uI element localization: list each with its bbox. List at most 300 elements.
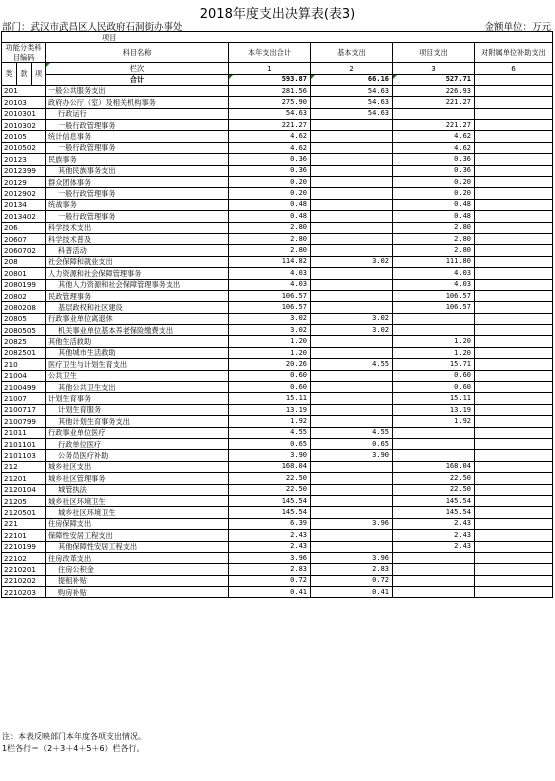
row-subsidy [475,473,553,484]
row-code: 2120501 [2,507,46,518]
row-subject-name: 住房改革支出 [46,552,229,563]
row-basic [311,530,393,541]
row-basic: 0.41 [311,587,393,598]
row-code: 221 [2,518,46,529]
table-row [2,336,553,347]
row-subject-name: 政府办公厅（室）及相关机构事务 [46,97,229,108]
row-total: 3.02 [229,325,311,336]
row-basic [311,268,393,279]
row-code: 2010502 [2,142,46,153]
row-project: 4.03 [393,268,475,279]
table-row [2,120,553,131]
row-code: 20801 [2,268,46,279]
row-code: 20805 [2,313,46,324]
row-subsidy [475,450,553,461]
row-basic [311,404,393,415]
row-project: 145.54 [393,507,475,518]
row-code: 2100799 [2,416,46,427]
header-idx2: 2 [311,63,393,74]
table-row [2,473,553,484]
row-total: 2.83 [229,564,311,575]
table-row [2,313,553,324]
header-project: 项目 [2,32,553,43]
table-row [2,461,553,472]
table-row [2,222,553,233]
row-basic: 4.55 [311,359,393,370]
row-subject-name: 保障性安居工程支出 [46,530,229,541]
row-project: 4.62 [393,142,475,153]
table-row [2,233,553,244]
total-row [2,74,553,85]
row-subject-name: 基层政权和社区建设 [46,302,229,313]
row-project: 4.03 [393,279,475,290]
row-total: 1.92 [229,416,311,427]
header-kuan: 款 [17,63,32,86]
table-row [2,359,553,370]
row-subsidy [475,564,553,575]
table-row [2,564,553,575]
row-subsidy [475,313,553,324]
row-total: 2.80 [229,245,311,256]
header-row-index-label: 栏次 [46,63,229,74]
row-code: 21205 [2,495,46,506]
table-row [2,575,553,586]
row-total: 4.03 [229,279,311,290]
row-subject-name: 提租补贴 [46,575,229,586]
row-basic [311,211,393,222]
header-lei: 类 [2,63,17,86]
row-total: 145.54 [229,507,311,518]
row-total: 2.43 [229,541,311,552]
row-total: 2.80 [229,222,311,233]
header-idx3: 3 [393,63,475,74]
row-subject-name: 民政管理事务 [46,290,229,301]
row-code: 208 [2,256,46,267]
row-project: 226.93 [393,85,475,96]
table-row [2,131,553,142]
row-total: 1.20 [229,347,311,358]
table-row [2,199,553,210]
total-col2: 66.16 [311,74,393,85]
row-total: 281.56 [229,85,311,96]
row-subsidy [475,484,553,495]
row-code: 21007 [2,393,46,404]
row-subsidy [475,233,553,244]
row-project: 2.80 [393,222,475,233]
row-basic: 3.96 [311,518,393,529]
row-total: 6.39 [229,518,311,529]
row-subsidy [475,495,553,506]
row-basic [311,120,393,131]
row-project: 0.48 [393,211,475,222]
row-total: 20.26 [229,359,311,370]
table-row [2,188,553,199]
row-code: 22102 [2,552,46,563]
row-total: 0.60 [229,370,311,381]
row-subject-name: 民族事务 [46,154,229,165]
row-code: 2210202 [2,575,46,586]
total-label: 合计 [46,74,229,85]
table-row [2,530,553,541]
footnotes [2,731,146,755]
table-row [2,279,553,290]
row-code: 2060702 [2,245,46,256]
row-code: 2210201 [2,564,46,575]
row-subject-name: 其他保障性安居工程支出 [46,541,229,552]
row-basic [311,165,393,176]
row-subject-name: 其他人力资源和社会保障管理事务支出 [46,279,229,290]
row-project: 0.60 [393,382,475,393]
header-col-subsidy: 对附属单位补助支出 [475,43,553,63]
footnote-2: 1栏各行＝（2＋3＋4＋5＋6）栏各行。 [2,744,145,753]
row-code: 2012399 [2,165,46,176]
row-basic: 2.83 [311,564,393,575]
row-project: 2.43 [393,518,475,529]
row-basic [311,222,393,233]
row-basic [311,336,393,347]
row-subject-name: 城乡社区支出 [46,461,229,472]
row-total: 15.11 [229,393,311,404]
row-subsidy [475,131,553,142]
row-subsidy [475,404,553,415]
row-code: 2101103 [2,450,46,461]
row-basic: 54.63 [311,108,393,119]
row-total: 168.04 [229,461,311,472]
row-project: 2.80 [393,245,475,256]
table-row [2,290,553,301]
row-project: 0.20 [393,188,475,199]
row-basic [311,279,393,290]
table-row [2,211,553,222]
row-subsidy [475,165,553,176]
row-subsidy [475,370,553,381]
row-project [393,313,475,324]
row-project: 15.71 [393,359,475,370]
row-basic [311,370,393,381]
row-subsidy [475,108,553,119]
row-project: 13.19 [393,404,475,415]
row-basic [311,154,393,165]
row-subject-name: 群众团体事务 [46,177,229,188]
row-subsidy [475,439,553,450]
row-subsidy [475,188,553,199]
row-subsidy [475,461,553,472]
total-col1: 593.87 [229,74,311,85]
row-subject-name: 公共卫生 [46,370,229,381]
row-code: 20129 [2,177,46,188]
row-code: 2080208 [2,302,46,313]
row-subject-name: 科学技术普及 [46,233,229,244]
row-total: 0.60 [229,382,311,393]
table-row [2,177,553,188]
row-subsidy [475,325,553,336]
row-project: 2.80 [393,233,475,244]
row-code: 2210199 [2,541,46,552]
department-label: 部门：武汉市武昌区人民政府石洞街办事处 [2,22,183,33]
row-project: 168.04 [393,461,475,472]
row-project: 221.27 [393,120,475,131]
row-subject-name: 医疗卫生与计划生育支出 [46,359,229,370]
table-row [2,382,553,393]
row-subsidy [475,587,553,598]
row-code: 2010301 [2,108,46,119]
row-subject-name: 城乡社区管理事务 [46,473,229,484]
row-total: 54.63 [229,108,311,119]
row-subsidy [475,302,553,313]
row-subject-name: 城乡社区环境卫生 [46,507,229,518]
row-subject-name: 计划生育事务 [46,393,229,404]
report-title: 2018年度支出决算表(表3) [199,7,356,22]
row-total: 145.54 [229,495,311,506]
header-row-project [2,32,553,43]
table-row [2,325,553,336]
row-code: 2080199 [2,279,46,290]
row-subject-name: 城乡社区环境卫生 [46,495,229,506]
row-subject-name: 科普活动 [46,245,229,256]
row-subject-name: 计划生育服务 [46,404,229,415]
row-code: 201 [2,85,46,96]
row-project: 145.54 [393,495,475,506]
row-basic: 0.72 [311,575,393,586]
row-code: 20103 [2,97,46,108]
row-project [393,108,475,119]
row-total: 2.43 [229,530,311,541]
expenditure-table [1,31,553,598]
row-project: 2.43 [393,541,475,552]
row-subsidy [475,256,553,267]
row-subsidy [475,120,553,131]
table-row [2,439,553,450]
row-total: 0.48 [229,199,311,210]
total-col6 [475,74,553,85]
row-total: 0.36 [229,154,311,165]
row-project: 22.50 [393,484,475,495]
row-basic: 54.63 [311,97,393,108]
row-subsidy [475,279,553,290]
row-total: 0.20 [229,177,311,188]
row-project: 0.60 [393,370,475,381]
row-project: 1.20 [393,347,475,358]
row-code: 20123 [2,154,46,165]
row-project: 221.27 [393,97,475,108]
table-row [2,393,553,404]
header-row-index [2,63,553,74]
row-subsidy [475,347,553,358]
row-total: 22.50 [229,473,311,484]
row-subject-name: 住房公积金 [46,564,229,575]
row-subsidy [475,268,553,279]
row-project [393,564,475,575]
header-col-total: 本年支出合计 [229,43,311,63]
row-code: 20825 [2,336,46,347]
row-basic: 3.90 [311,450,393,461]
row-project [393,450,475,461]
row-basic: 0.65 [311,439,393,450]
row-subject-name: 一般公共服务支出 [46,85,229,96]
row-total: 2.80 [229,233,311,244]
row-subsidy [475,359,553,370]
row-subject-name: 其他公共卫生支出 [46,382,229,393]
row-subject-name: 其他生活救助 [46,336,229,347]
row-basic: 4.55 [311,427,393,438]
footnote-1: 注：本表反映部门本年度各项支出情况。 [2,732,146,741]
row-total: 13.19 [229,404,311,415]
row-subsidy [475,507,553,518]
row-project: 111.80 [393,256,475,267]
row-subject-name: 统计信息事务 [46,131,229,142]
row-basic [311,199,393,210]
row-total: 3.90 [229,450,311,461]
row-code: 2100499 [2,382,46,393]
row-code: 2210203 [2,587,46,598]
row-subject-name: 行政单位医疗 [46,439,229,450]
row-basic [311,233,393,244]
row-basic [311,177,393,188]
row-basic: 3.02 [311,325,393,336]
row-total: 1.20 [229,336,311,347]
row-code: 2082501 [2,347,46,358]
header-col-basic: 基本支出 [311,43,393,63]
row-subsidy [475,518,553,529]
table-row [2,518,553,529]
row-total: 3.96 [229,552,311,563]
row-total: 4.62 [229,131,311,142]
row-total: 106.57 [229,290,311,301]
row-code: 2120104 [2,484,46,495]
row-project: 0.36 [393,154,475,165]
row-basic [311,541,393,552]
row-subsidy [475,530,553,541]
header-idx6: 6 [475,63,553,74]
row-project: 1.92 [393,416,475,427]
row-subsidy [475,552,553,563]
row-basic [311,302,393,313]
row-subsidy [475,97,553,108]
table-row [2,587,553,598]
row-subject-name: 其他计划生育事务支出 [46,416,229,427]
row-subsidy [475,177,553,188]
table-row [2,108,553,119]
table-row [2,495,553,506]
table-row [2,302,553,313]
row-basic [311,245,393,256]
row-project [393,587,475,598]
table-row [2,416,553,427]
row-basic [311,461,393,472]
row-total: 4.62 [229,142,311,153]
row-subject-name: 其他城市生活救助 [46,347,229,358]
header-func-code: 功能分类科目编码 [2,43,46,63]
row-subsidy [475,222,553,233]
row-total: 3.02 [229,313,311,324]
row-total: 0.65 [229,439,311,450]
row-project: 0.48 [393,199,475,210]
row-project [393,427,475,438]
row-subsidy [475,575,553,586]
row-code: 21011 [2,427,46,438]
row-basic [311,416,393,427]
table-row [2,450,553,461]
row-subject-name: 科学技术支出 [46,222,229,233]
row-subject-name: 一般行政管理事务 [46,188,229,199]
table-row [2,256,553,267]
row-subject-name: 一般行政管理事务 [46,120,229,131]
table-row [2,541,553,552]
row-basic [311,382,393,393]
row-subject-name: 其他民族事务支出 [46,165,229,176]
row-subsidy [475,427,553,438]
row-project: 106.57 [393,290,475,301]
row-subsidy [475,416,553,427]
table-row [2,484,553,495]
row-total: 275.90 [229,97,311,108]
row-subject-name: 行政运行 [46,108,229,119]
row-total: 114.82 [229,256,311,267]
row-code: 2101101 [2,439,46,450]
row-total: 0.20 [229,188,311,199]
row-project: 4.62 [393,131,475,142]
row-total: 221.27 [229,120,311,131]
row-subject-name: 行政事业单位医疗 [46,427,229,438]
row-basic [311,131,393,142]
row-project [393,575,475,586]
row-basic [311,495,393,506]
row-subsidy [475,336,553,347]
row-subject-name: 人力资源和社会保障管理事务 [46,268,229,279]
row-basic: 3.02 [311,313,393,324]
row-project: 1.20 [393,336,475,347]
table-row [2,268,553,279]
row-code: 20134 [2,199,46,210]
header-subject-name: 科目名称 [46,43,229,63]
row-project: 22.50 [393,473,475,484]
row-subject-name: 住房保障支出 [46,518,229,529]
row-code: 22101 [2,530,46,541]
row-subsidy [475,85,553,96]
row-project [393,552,475,563]
header-idx1: 1 [229,63,311,74]
row-code: 20802 [2,290,46,301]
row-project: 0.36 [393,165,475,176]
row-subsidy [475,290,553,301]
row-total: 0.41 [229,587,311,598]
row-project [393,325,475,336]
table-row [2,370,553,381]
unit-label: 金额单位：万元 [484,22,551,33]
table-row [2,427,553,438]
row-basic [311,290,393,301]
row-subsidy [475,245,553,256]
row-total: 0.72 [229,575,311,586]
row-code: 2100717 [2,404,46,415]
row-subsidy [475,382,553,393]
row-project: 2.43 [393,530,475,541]
row-total: 22.50 [229,484,311,495]
row-code: 212 [2,461,46,472]
row-subsidy [475,393,553,404]
row-subsidy [475,199,553,210]
row-basic: 3.96 [311,552,393,563]
row-subject-name: 机关事业单位基本养老保险缴费支出 [46,325,229,336]
row-subject-name: 统战事务 [46,199,229,210]
row-subject-name: 公务员医疗补助 [46,450,229,461]
row-subsidy [475,211,553,222]
table-row [2,245,553,256]
row-basic [311,473,393,484]
row-code: 21201 [2,473,46,484]
row-subsidy [475,142,553,153]
row-project: 106.57 [393,302,475,313]
